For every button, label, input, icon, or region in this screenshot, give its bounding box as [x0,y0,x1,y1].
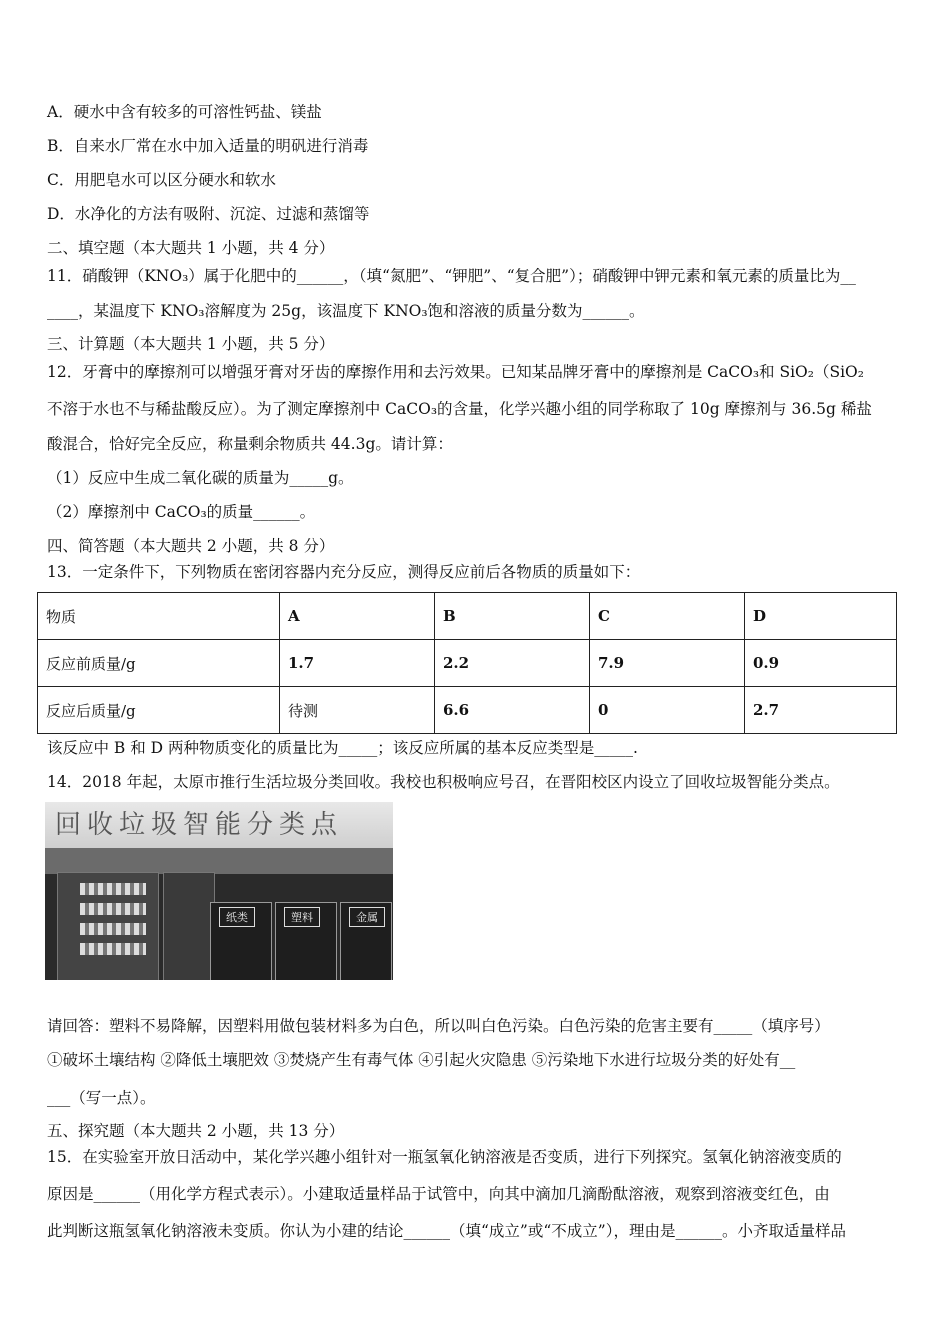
section-5-heading: 五、探究题（本大题共 2 小题，共 13 分） [47,1122,345,1140]
table-cell: C [590,593,745,640]
bin-plastic-label: 塑料 [284,907,320,927]
section-2-heading: 二、填空题（本大题共 1 小题，共 4 分） [47,239,335,257]
q12-part-1: （1）反应中生成二氧化碳的质量为_____g。 [47,469,354,487]
q11-line-1: 11．硝酸钾（KNO₃）属于化肥中的______，（填“氮肥”、“钾肥”、“复合肥”）；硝酸钾中钾元素和氧元素的质量比为__ [47,267,856,285]
option-c: C．用肥皂水可以区分硬水和软水 [47,171,276,189]
table-cell: D [745,593,897,640]
photo-sign: 回收垃圾智能分类点 [45,802,393,848]
table-cell: 0 [590,687,745,734]
table-cell: 6.6 [435,687,590,734]
q14-answer-line-1: 请回答：塑料不易降解，因塑料用做包装材料多为白色，所以叫白色污染。白色污染的危害主要有_____（填序号） [47,1017,830,1035]
q14-answer-line-2: ①破坏土壤结构 ②降低土壤肥效 ③焚烧产生有毒气体 ④引起火灾隐患 ⑤污染地下水进行垃圾分类的好处有__ [47,1051,796,1069]
q13-after-table: 该反应中 B 和 D 两种物质变化的质量比为_____；该反应所属的基本反应类型是_____. [47,739,638,757]
q12-line-2: 不溶于水也不与稀盐酸反应）。为了测定摩擦剂中 CaCO₃的含量，化学兴趣小组的同学称取了 10g 摩擦剂与 36.5g 稀盐 [47,400,872,418]
section-4-heading: 四、简答题（本大题共 2 小题，共 8 分） [47,537,335,555]
q14-line: 14．2018 年起，太原市推行生活垃圾分类回收。我校也积极响应号召，在晋阳校区内设立了回收垃圾智能分类点。 [47,773,840,791]
q12-line-3: 酸混合，恰好完全反应，称量剩余物质共 44.3g。请计算： [47,435,453,453]
table-cell: 2.7 [745,687,897,734]
section-3-heading: 三、计算题（本大题共 1 小题，共 5 分） [47,335,335,353]
table-header-row [38,593,897,640]
q12-line-1: 12．牙膏中的摩擦剂可以增强牙膏对牙齿的摩擦作用和去污效果。已知某品牌牙膏中的摩擦剂是 CaCO₃和 SiO₂（SiO₂ [47,363,864,381]
table-cell: 物质 [38,593,280,640]
q15-line-2: 原因是______（用化学方程式表示）。小建取适量样品于试管中，向其中滴加几滴酚酞溶液，观察到溶液变红色，由 [47,1185,830,1203]
bin-paper [210,902,272,980]
table-cell: 待测 [280,687,435,734]
table-row [38,687,897,734]
option-b: B．自来水厂常在水中加入适量的明矾进行消毒 [47,137,369,155]
table-cell: 0.9 [745,640,897,687]
mass-table [37,592,897,734]
q15-line-3: 此判断这瓶氢氧化钠溶液未变质。你认为小建的结论______（填“成立”或“不成立”），理由是______。小齐取适量样品 [47,1222,846,1240]
option-a: A．硬水中含有较多的可溶性钙盐、镁盐 [47,103,322,121]
table-row [38,640,897,687]
table-cell: 2.2 [435,640,590,687]
table-cell: A [280,593,435,640]
table-cell: 反应前质量/g [38,640,280,687]
q15-line-1: 15．在实验室开放日活动中，某化学兴趣小组针对一瓶氢氧化钠溶液是否变质，进行下列探究。氢氧化钠溶液变质的 [47,1148,842,1166]
photo-band [45,848,393,874]
table-cell: 1.7 [280,640,435,687]
vending-machine [57,872,159,980]
bin-metal-label: 金属 [349,907,385,927]
table-cell: 7.9 [590,640,745,687]
recycling-station-photo [45,802,393,980]
q11-line-2: ____，某温度下 KNO₃溶解度为 25g，该温度下 KNO₃饱和溶液的质量分数为______。 [47,302,645,320]
table-cell: 反应后质量/g [38,687,280,734]
table-cell: B [435,593,590,640]
bin-metal [340,902,392,980]
bin-plastic [275,902,337,980]
machine-panel [163,872,215,980]
q14-answer-line-3: ___（写一点）。 [47,1089,156,1107]
option-d: D．水净化的方法有吸附、沉淀、过滤和蒸馏等 [47,205,370,223]
q13-line: 13．一定条件下，下列物质在密闭容器内充分反应，测得反应前后各物质的质量如下： [47,563,641,581]
q12-part-2: （2）摩擦剂中 CaCO₃的质量______。 [47,503,316,521]
bin-paper-label: 纸类 [219,907,255,927]
